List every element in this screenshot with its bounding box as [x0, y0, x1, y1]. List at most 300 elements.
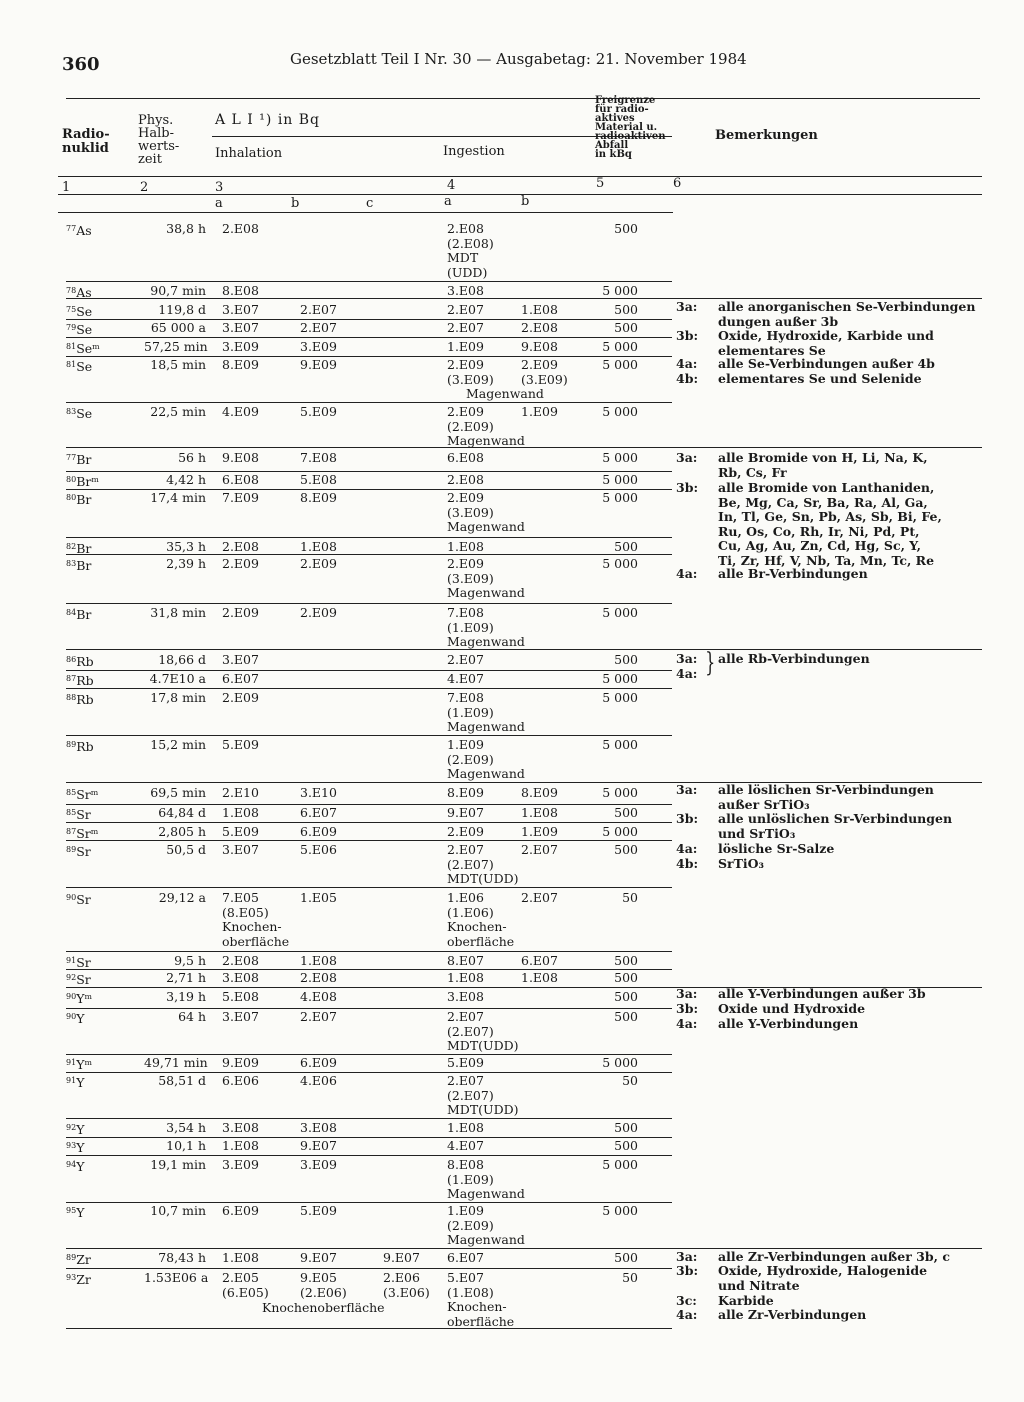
- ingestion-b-cell: 1.E08: [521, 970, 558, 985]
- inhalation-a-cell: 9.E08: [222, 450, 259, 465]
- inhalation-b-cell: 6.E07: [300, 805, 337, 820]
- inhalation-a-cell: 2.E08: [222, 539, 259, 554]
- remark-code: 3a:: [676, 1249, 698, 1264]
- inhalation-b-cell: 1.E08: [300, 953, 337, 968]
- halflife-cell: 15,2 min: [150, 737, 206, 752]
- row-rule: [66, 489, 672, 490]
- remark-code: 3a:: [676, 299, 698, 314]
- freigrenze-cell: 5 000: [602, 671, 638, 686]
- sub-inhalation-b: b: [291, 196, 300, 211]
- row-rule: [66, 804, 672, 805]
- remark-code: 3a:: [676, 986, 698, 1001]
- freigrenze-cell: 500: [614, 989, 638, 1004]
- nuclide-cell: $^{90}$Y: [66, 1011, 85, 1026]
- ingestion-a-cell: 1.E08: [447, 970, 484, 985]
- inhalation-b-cell: 4.E08: [300, 989, 337, 1004]
- halflife-cell: 29,12 a: [158, 890, 206, 905]
- freigrenze-cell: 500: [614, 652, 638, 667]
- ingestion-a-cell: 1.E09: [447, 339, 484, 354]
- ingestion-a-cell: 4.E07: [447, 1138, 484, 1153]
- nuclide-cell: $^{80}$Brᵐ: [66, 474, 100, 489]
- ingestion-a-cell: 2.E09: [447, 824, 484, 839]
- halflife-cell: 35,3 h: [166, 539, 206, 554]
- freigrenze-cell: 5 000: [602, 690, 638, 705]
- remark-text: Oxide, Hydroxide, Karbide und elementares Se: [718, 328, 934, 358]
- inhalation-b-cell: 2.E09: [300, 605, 337, 620]
- remark-code: 3b:: [676, 811, 699, 826]
- inhalation-b-cell: 2.E07: [300, 1009, 337, 1024]
- halflife-cell: 2,39 h: [166, 556, 206, 571]
- inhalation-a-cell: 3.E07: [222, 842, 259, 857]
- freigrenze-cell: 5 000: [602, 824, 638, 839]
- remark-code: 3a: 4a:: [676, 651, 698, 681]
- inhalation-a-cell: 6.E08: [222, 472, 259, 487]
- col-bemerkungen-header: Bemerkungen: [715, 128, 818, 143]
- halflife-cell: 58,51 d: [158, 1073, 206, 1088]
- remark-code: 4a:: [676, 1016, 698, 1031]
- remark-code: 3b:: [676, 328, 699, 343]
- nuclide-cell: $^{91}$Yᵐ: [66, 1057, 93, 1072]
- nuclide-cell: $^{84}$Br: [66, 607, 92, 622]
- halflife-cell: 56 h: [178, 450, 206, 465]
- remark-text: alle Y-Verbindungen außer 3b: [718, 986, 926, 1001]
- remark-code: 3b:: [676, 1001, 699, 1016]
- nuclide-cell: $^{82}$Br: [66, 541, 92, 556]
- freigrenze-cell: 5 000: [602, 1055, 638, 1070]
- freigrenze-cell: 5 000: [602, 357, 638, 372]
- row-rule: [66, 471, 672, 472]
- nuclide-cell: $^{89}$Rb: [66, 739, 94, 754]
- group-rule: [66, 447, 982, 448]
- inhalation-b-cell: 5.E09: [300, 404, 337, 419]
- nuclide-cell: $^{94}$Y: [66, 1159, 85, 1174]
- inhalation-b-cell: 7.E08: [300, 450, 337, 465]
- inhalation-a-cell: 3.E08: [222, 1120, 259, 1135]
- inhalation-b-cell: 3.E09: [300, 1157, 337, 1172]
- freigrenze-cell: 5 000: [602, 785, 638, 800]
- nuclide-cell: $^{80}$Br: [66, 492, 92, 507]
- ingestion-a-cell: 2.E08: [447, 472, 484, 487]
- freigrenze-cell: 500: [614, 842, 638, 857]
- inhalation-a-cell: 7.E09: [222, 490, 259, 505]
- inhalation-b-cell: 1.E08: [300, 539, 337, 554]
- inhalation-a-cell: 3.E07: [222, 320, 259, 335]
- inhalation-a-cell: 2.E08: [222, 221, 259, 236]
- inhalation-b-cell: 6.E09: [300, 824, 337, 839]
- nuclide-cell: $^{91}$Sr: [66, 955, 91, 970]
- inhalation-b-cell: 3.E09: [300, 339, 337, 354]
- ingestion-a-cell: 2.E09 (3.E09) Magenwand: [447, 556, 525, 600]
- freigrenze-cell: 5 000: [602, 283, 638, 298]
- header-rule: [58, 176, 982, 177]
- inhalation-a-cell: 3.E07: [222, 652, 259, 667]
- row-rule: [66, 537, 672, 538]
- ingestion-a-cell: 9.E07: [447, 805, 484, 820]
- ingestion-b-cell: 6.E07: [521, 953, 558, 968]
- freigrenze-cell: 50: [622, 1073, 638, 1088]
- remark-text: Oxide und Hydroxide: [718, 1001, 866, 1016]
- remark-text: alle Se-Verbindungen außer 4b: [718, 356, 935, 371]
- inhalation-b-cell: 5.E06: [300, 842, 337, 857]
- nuclide-cell: $^{88}$Rb: [66, 692, 94, 707]
- ingestion-a-cell: 6.E08: [447, 450, 484, 465]
- remark-code: 3a:: [676, 782, 698, 797]
- inhalation-b-cell: 9.E05 (2.E06): [300, 1270, 347, 1300]
- remark-code: 4a:: [676, 566, 698, 581]
- remark-code: 4b:: [676, 856, 699, 871]
- inhalation-a-cell: 2.E09: [222, 690, 259, 705]
- row-rule: [66, 1054, 672, 1055]
- inhalation-a-cell: 2.E10: [222, 785, 259, 800]
- remark-text: SrTiO₃: [718, 856, 765, 871]
- nuclide-cell: $^{92}$Y: [66, 1122, 85, 1137]
- nuclide-cell: $^{90}$Sr: [66, 892, 91, 907]
- inhalation-b-cell: 2.E08: [300, 970, 337, 985]
- remark-text: alle Zr-Verbindungen: [718, 1307, 867, 1322]
- freigrenze-cell: 500: [614, 302, 638, 317]
- freigrenze-cell: 500: [614, 1250, 638, 1265]
- inhalation-a-cell: 3.E09: [222, 1157, 259, 1172]
- remark-text: alle löslichen Sr-Verbindungen außer SrTiO₃: [718, 782, 934, 812]
- ingestion-a-cell: 2.E09 (3.E09) Magenwand: [447, 490, 525, 534]
- freigrenze-cell: 500: [614, 1138, 638, 1153]
- remark-text: alle Bromide von H, Li, Na, K, Rb, Cs, Fr: [718, 450, 928, 480]
- inhalation-organ-cell: Knochenoberfläche: [262, 1300, 385, 1315]
- row-rule: [66, 1118, 672, 1119]
- remark-text: Karbide: [718, 1293, 774, 1308]
- inhalation-b-cell: 9.E07: [300, 1250, 337, 1265]
- row-rule: [66, 554, 672, 555]
- sub-ingestion-b: b: [521, 194, 530, 209]
- freigrenze-cell: 500: [614, 221, 638, 236]
- ingestion-a-cell: 5.E09: [447, 1055, 484, 1070]
- freigrenze-cell: 50: [622, 890, 638, 905]
- col-number-5: 5: [596, 176, 605, 191]
- halflife-cell: 3,54 h: [166, 1120, 206, 1135]
- remark-code: 4a:: [676, 1307, 698, 1322]
- ingestion-a-cell: 8.E09: [447, 785, 484, 800]
- inhalation-b-cell: 2.E09: [300, 556, 337, 571]
- remark-text: alle Br-Verbindungen: [718, 566, 868, 581]
- row-rule: [66, 670, 672, 671]
- sub-ingestion-a: a: [444, 194, 452, 209]
- row-rule: [66, 1008, 672, 1009]
- row-rule: [66, 1072, 672, 1073]
- freigrenze-cell: 5 000: [602, 490, 638, 505]
- row-rule: [66, 951, 672, 952]
- ingestion-a-cell: 4.E07: [447, 671, 484, 686]
- inhalation-c-cell: 9.E07: [383, 1250, 420, 1265]
- freigrenze-cell: 5 000: [602, 450, 638, 465]
- nuclide-cell: $^{91}$Y: [66, 1075, 85, 1090]
- halflife-cell: 9,5 h: [174, 953, 206, 968]
- row-rule: [66, 356, 672, 357]
- halflife-cell: 49,71 min: [144, 1055, 208, 1070]
- nuclide-cell: $^{86}$Rb: [66, 654, 94, 669]
- inhalation-a-cell: 3.E09: [222, 339, 259, 354]
- nuclide-cell: $^{93}$Y: [66, 1140, 85, 1155]
- freigrenze-cell: 50: [622, 1270, 638, 1285]
- ingestion-b-cell: 1.E09: [521, 824, 558, 839]
- ingestion-a-cell: 1.E06 (1.E06) Knochen- oberfläche: [447, 890, 515, 949]
- ingestion-a-cell: 6.E07: [447, 1250, 484, 1265]
- inhalation-b-cell: 6.E09: [300, 1055, 337, 1070]
- nuclide-cell: $^{95}$Y: [66, 1205, 85, 1220]
- row-rule: [66, 735, 672, 736]
- halflife-cell: 18,66 d: [158, 652, 206, 667]
- col-ingestion-header: Ingestion: [443, 144, 505, 159]
- freigrenze-cell: 500: [614, 805, 638, 820]
- inhalation-a-cell: 3.E07: [222, 302, 259, 317]
- remark-text: alle Bromide von Lanthaniden, Be, Mg, Ca, Sr, Ba, Ra, Al, Ga, In, Tl, Ge, Sn, Pb, As, Sb, Bi, Fe, Ru, Os, Co, Rh, Ir, Ni, Pd, Pt, Cu, Ag, Au, Zn, Cd, Hg, Sc, Y, Ti, Zr, Hf, V, Nb, Ta, Mn, Tc, Re: [718, 480, 942, 568]
- halflife-cell: 10,1 h: [166, 1138, 206, 1153]
- row-rule: [66, 319, 672, 320]
- col-halbwertszeit-header: Phys. Halb- werts- zeit: [138, 113, 180, 167]
- freigrenze-cell: 500: [614, 320, 638, 335]
- ingestion-a-cell: 1.E08: [447, 1120, 484, 1135]
- halflife-cell: 64 h: [178, 1009, 206, 1024]
- ingestion-organ-cell: Magenwand: [466, 386, 544, 401]
- number-rule: [58, 194, 982, 195]
- freigrenze-cell: 5 000: [602, 1203, 638, 1218]
- freigrenze-cell: 5 000: [602, 737, 638, 752]
- freigrenze-cell: 500: [614, 1120, 638, 1135]
- ingestion-b-cell: 2.E08: [521, 320, 558, 335]
- nuclide-cell: $^{90}$Yᵐ: [66, 991, 93, 1006]
- ingestion-b-cell: 8.E09: [521, 785, 558, 800]
- table-bottom-rule: [66, 1328, 672, 1329]
- inhalation-a-cell: 7.E05 (8.E05) Knochen- oberfläche: [222, 890, 290, 949]
- remark-code: 4a:: [676, 356, 698, 371]
- remark-code: 4a:: [676, 841, 698, 856]
- ingestion-a-cell: 1.E09 (2.E09) Magenwand: [447, 1203, 525, 1247]
- ingestion-a-cell: 2.E08 (2.E08) MDT (UDD): [447, 221, 494, 280]
- nuclide-cell: $^{92}$Sr: [66, 972, 91, 987]
- halflife-cell: 2,805 h: [158, 824, 206, 839]
- ingestion-b-cell: 2.E07: [521, 842, 558, 857]
- freigrenze-cell: 5 000: [602, 472, 638, 487]
- ingestion-a-cell: 3.E08: [447, 989, 484, 1004]
- nuclide-cell: $^{81}$Seᵐ: [66, 341, 100, 356]
- halflife-cell: 2,71 h: [166, 970, 206, 985]
- nuclide-cell: $^{75}$Se: [66, 304, 93, 319]
- remark-text: alle Zr-Verbindungen außer 3b, c: [718, 1249, 950, 1264]
- remark-text: elementares Se und Selenide: [718, 371, 922, 386]
- col-number-1: 1: [62, 180, 71, 195]
- freigrenze-cell: 500: [614, 1009, 638, 1024]
- inhalation-a-cell: 1.E08: [222, 805, 259, 820]
- col-number-3: 3: [215, 180, 224, 195]
- freigrenze-cell: 5 000: [602, 605, 638, 620]
- inhalation-b-cell: 9.E09: [300, 357, 337, 372]
- halflife-cell: 69,5 min: [150, 785, 206, 800]
- row-rule: [66, 840, 672, 841]
- nuclide-cell: $^{78}$As: [66, 285, 92, 300]
- subheader-rule: [58, 212, 673, 213]
- nuclide-cell: $^{89}$Sr: [66, 844, 91, 859]
- col-number-6: 6: [673, 176, 682, 191]
- inhalation-b-cell: 3.E08: [300, 1120, 337, 1135]
- freigrenze-cell: 500: [614, 970, 638, 985]
- inhalation-b-cell: 5.E08: [300, 472, 337, 487]
- row-rule: [66, 688, 672, 689]
- nuclide-cell: $^{89}$Zr: [66, 1252, 91, 1267]
- nuclide-cell: $^{77}$Br: [66, 452, 92, 467]
- ingestion-a-cell: 2.E07 (2.E07) MDT(UDD): [447, 842, 519, 886]
- inhalation-a-cell: 9.E09: [222, 1055, 259, 1070]
- ingestion-b-cell: 1.E09: [521, 404, 558, 419]
- inhalation-a-cell: 5.E09: [222, 737, 259, 752]
- inhalation-b-cell: 4.E06: [300, 1073, 337, 1088]
- halflife-cell: 17,8 min: [150, 690, 206, 705]
- halflife-cell: 18,5 min: [150, 357, 206, 372]
- inhalation-a-cell: 8.E09: [222, 357, 259, 372]
- halflife-cell: 64,84 d: [158, 805, 206, 820]
- halflife-cell: 17,4 min: [150, 490, 206, 505]
- inhalation-a-cell: 1.E08: [222, 1250, 259, 1265]
- remark-code: 3b:: [676, 1263, 699, 1278]
- halflife-cell: 4.7E10 a: [149, 671, 206, 686]
- ingestion-a-cell: 7.E08 (1.E09) Magenwand: [447, 690, 525, 734]
- inhalation-a-cell: 6.E07: [222, 671, 259, 686]
- halflife-cell: 10,7 min: [150, 1203, 206, 1218]
- inhalation-a-cell: 2.E09: [222, 605, 259, 620]
- ingestion-a-cell: 1.E09 (2.E09) Magenwand: [447, 737, 525, 781]
- ingestion-a-cell: 2.E07 (2.E07) MDT(UDD): [447, 1073, 519, 1117]
- halflife-cell: 3,19 h: [166, 989, 206, 1004]
- inhalation-c-cell: 2.E06 (3.E06): [383, 1270, 430, 1300]
- remark-text: alle Rb-Verbindungen: [718, 651, 870, 666]
- row-rule: [66, 402, 672, 403]
- ingestion-a-cell: 2.E09 (2.E09) Magenwand: [447, 404, 525, 448]
- remark-text: alle unlöslichen Sr-Verbindungen und SrTiO₃: [718, 811, 953, 841]
- page-number: 360: [62, 54, 100, 75]
- nuclide-cell: $^{85}$Sr: [66, 807, 91, 822]
- ingestion-a-cell: 5.E07 (1.E08) Knochen- oberfläche: [447, 1270, 515, 1329]
- page-title: Gesetzblatt Teil I Nr. 30 — Ausgabetag: 21. November 1984: [290, 50, 747, 68]
- col-freigrenze-header: Freigrenze für radio- aktives Material u. radioaktiven Abfall in kBq: [595, 95, 666, 160]
- remark-code: 3a:: [676, 450, 698, 465]
- halflife-cell: 19,1 min: [150, 1157, 206, 1172]
- row-rule: [66, 822, 672, 823]
- col-number-2: 2: [140, 180, 149, 195]
- col-radionuklid-header: Radio- nuklid: [62, 127, 110, 156]
- halflife-cell: 90,7 min: [150, 283, 206, 298]
- ingestion-a-cell: 2.E07: [447, 652, 484, 667]
- remark-text: alle Y-Verbindungen: [718, 1016, 859, 1031]
- sub-inhalation-c: c: [366, 196, 374, 211]
- inhalation-a-cell: 6.E06: [222, 1073, 259, 1088]
- inhalation-a-cell: 3.E07: [222, 1009, 259, 1024]
- ingestion-b-cell: 1.E08: [521, 302, 558, 317]
- inhalation-a-cell: 3.E08: [222, 970, 259, 985]
- inhalation-a-cell: 2.E05 (6.E05): [222, 1270, 269, 1300]
- halflife-cell: 119,8 d: [158, 302, 206, 317]
- inhalation-a-cell: 6.E09: [222, 1203, 259, 1218]
- halflife-cell: 38,8 h: [166, 221, 206, 236]
- ingestion-a-cell: 7.E08 (1.E09) Magenwand: [447, 605, 525, 649]
- ingestion-b-cell: 9.E08: [521, 339, 558, 354]
- row-rule: [66, 1268, 672, 1269]
- nuclide-cell: $^{85}$Srᵐ: [66, 787, 99, 802]
- freigrenze-cell: 5 000: [602, 339, 638, 354]
- inhalation-a-cell: 5.E09: [222, 824, 259, 839]
- inhalation-a-cell: 4.E09: [222, 404, 259, 419]
- halflife-cell: 65 000 a: [150, 320, 206, 335]
- ingestion-a-cell: 8.E08 (1.E09) Magenwand: [447, 1157, 525, 1201]
- freigrenze-cell: 5 000: [602, 556, 638, 571]
- nuclide-cell: $^{83}$Se: [66, 406, 93, 421]
- row-rule: [66, 887, 672, 888]
- sub-inhalation-a: a: [215, 196, 223, 211]
- ingestion-a-cell: 2.E09 (3.E09): [447, 357, 494, 387]
- nuclide-cell: $^{77}$As: [66, 223, 92, 238]
- ingestion-a-cell: 2.E07: [447, 302, 484, 317]
- ingestion-a-cell: 2.E07: [447, 320, 484, 335]
- ingestion-a-cell: 1.E08: [447, 539, 484, 554]
- remark-text: Oxide, Hydroxide, Halogenide und Nitrate: [718, 1263, 928, 1293]
- nuclide-cell: $^{83}$Br: [66, 558, 92, 573]
- nuclide-cell: $^{93}$Zr: [66, 1272, 91, 1287]
- halflife-cell: 31,8 min: [150, 605, 206, 620]
- ingestion-b-cell: 2.E09 (3.E09): [521, 357, 568, 387]
- halflife-cell: 22,5 min: [150, 404, 206, 419]
- ingestion-a-cell: 3.E08: [447, 283, 484, 298]
- remark-text: lösliche Sr-Salze: [718, 841, 835, 856]
- nuclide-cell: $^{79}$Se: [66, 322, 93, 337]
- freigrenze-cell: 5 000: [602, 404, 638, 419]
- table-top-rule: [66, 98, 980, 99]
- col-ali-header: A L I ¹) in Bq: [215, 112, 321, 128]
- ingestion-a-cell: 8.E07: [447, 953, 484, 968]
- inhalation-b-cell: 8.E09: [300, 490, 337, 505]
- remark-code: 4b:: [676, 371, 699, 386]
- halflife-cell: 57,25 min: [144, 339, 208, 354]
- inhalation-a-cell: 2.E08: [222, 953, 259, 968]
- row-rule: [66, 1155, 672, 1156]
- ingestion-b-cell: 2.E07: [521, 890, 558, 905]
- group-rule: [66, 649, 982, 650]
- col-number-4: 4: [447, 178, 456, 193]
- halflife-cell: 50,5 d: [166, 842, 206, 857]
- brace-icon: }: [705, 648, 716, 678]
- row-rule: [66, 1202, 672, 1203]
- remark-text: alle anorganischen Se-Verbindungen dungen außer 3b: [718, 299, 976, 329]
- nuclide-cell: $^{87}$Rb: [66, 673, 94, 688]
- halflife-cell: 78,43 h: [158, 1250, 206, 1265]
- inhalation-a-cell: 8.E08: [222, 283, 259, 298]
- row-rule: [66, 337, 672, 338]
- inhalation-b-cell: 5.E09: [300, 1203, 337, 1218]
- halflife-cell: 4,42 h: [166, 472, 206, 487]
- inhalation-b-cell: 3.E10: [300, 785, 337, 800]
- inhalation-b-cell: 1.E05: [300, 890, 337, 905]
- row-rule: [66, 603, 672, 604]
- inhalation-a-cell: 5.E08: [222, 989, 259, 1004]
- row-rule: [66, 281, 672, 282]
- nuclide-cell: $^{81}$Se: [66, 359, 93, 374]
- inhalation-a-cell: 1.E08: [222, 1138, 259, 1153]
- ingestion-b-cell: 1.E08: [521, 805, 558, 820]
- inhalation-b-cell: 9.E07: [300, 1138, 337, 1153]
- freigrenze-cell: 500: [614, 539, 638, 554]
- inhalation-b-cell: 2.E07: [300, 320, 337, 335]
- col-inhalation-header: Inhalation: [215, 146, 283, 161]
- remark-code: 3c:: [676, 1293, 697, 1308]
- remark-code: 3b:: [676, 480, 699, 495]
- inhalation-b-cell: 2.E07: [300, 302, 337, 317]
- nuclide-cell: $^{87}$Srᵐ: [66, 826, 99, 841]
